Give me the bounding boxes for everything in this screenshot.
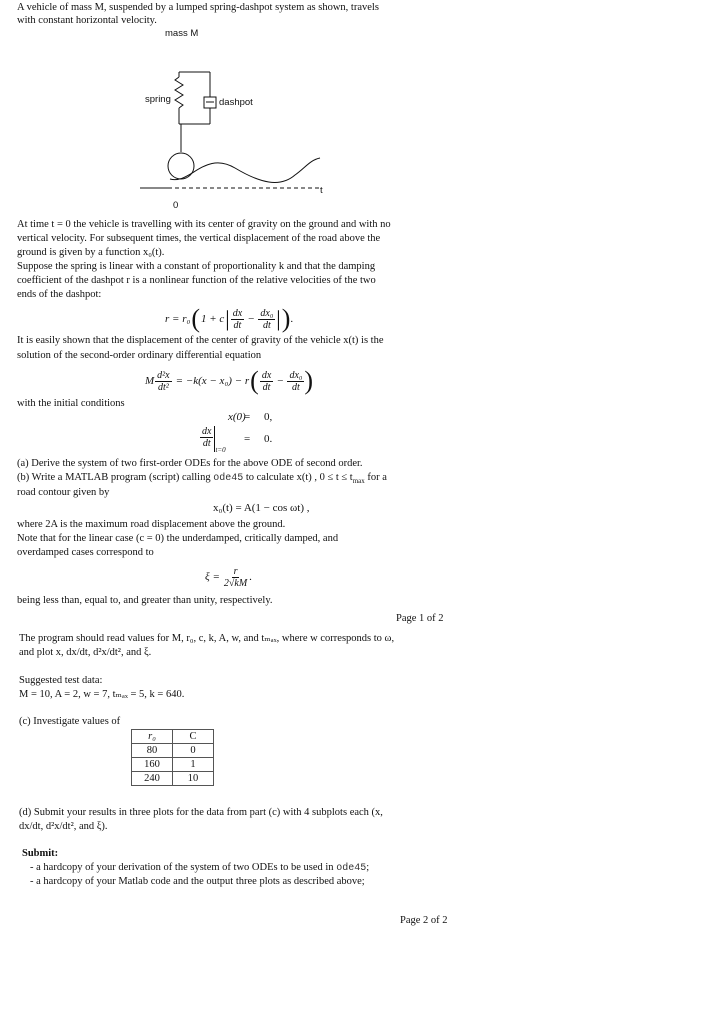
ic-derivative: $\frac{dx}{dt}$ t=0 [202,426,226,454]
road-equation: x₀(t) = A(1 − cos ωt) , [213,502,310,514]
para1-line: ground is given by a function x₀(t). [17,247,165,258]
para3-line: overdamped cases correspond to [17,547,154,558]
intro-line-1: A vehicle of mass M, suspended by a lumped spring-dashpot system as shown, travels [17,2,379,13]
para3-line: Note that for the linear case (c = 0) the underdamped, critically damped, and [17,533,339,544]
para1-line: ends of the dashpot: [17,289,102,300]
para2-line: It is easily shown that the displacement of the center of gravity of the vehicle x(t) is the [17,335,384,346]
ic-x0-lhs: x(0) [228,411,246,423]
table-header-r0: r₀ [132,730,173,744]
table-cell: 0 [173,744,214,758]
para1-line: At time t = 0 the vehicle is travelling with its center of gravity on the ground and with no [17,219,391,230]
part-b-line-1: (b) Write a MATLAB program (script) calling ode45 to calculate x(t) , $0 \le t \le t_{max}$ for a [17,472,387,486]
mass-label: mass M [165,28,199,39]
page2-line-2: and plot x, dx/dt, d²x/dt², and ξ. [19,647,152,658]
table-cell: 160 [132,758,173,772]
test-data-values: M = 10, A = 2, w = 7, tₘₐₓ = 5, k = 640. [19,689,185,700]
part-a: (a) Derive the system of two first-order ODEs for the above ODE of second order. [17,458,363,469]
test-data-header: Suggested test data: [19,675,103,686]
page-number-1: Page 1 of 2 [396,613,444,624]
para2-line: solution of the second-order ordinary differential equation [17,350,262,361]
submit-item-2: - a hardcopy of your Matlab code and the output three plots as described above; [30,876,365,887]
submit-header: Submit: [22,848,59,859]
ic-intro: with the initial conditions [17,398,125,409]
para1-line: vertical velocity. For subsequent times, the vertical displacement of the road above the [17,233,381,244]
intro-line-2: with constant horizontal velocity. [17,15,157,26]
table-cell: 10 [173,772,214,786]
ic-zero-1: 0, [264,411,273,423]
part-c: (c) Investigate values of [19,716,121,727]
spring-label: spring [145,94,171,105]
ic-eq-1: = [244,411,251,423]
ic-eq-2: = [244,433,251,445]
table-header-row [132,730,214,744]
page2-line-1: The program should read values for M, r₀, c, k, A, w, and tₘₐₓ, where w corresponds to ω, [19,633,395,644]
ic-zero-2: 0. [264,433,273,445]
ode-equation: M $\frac{\text{d²x}}{\text{dt²}}$ = −k(x − x₀) − r ( $\frac{dx}{dt}$ − $\frac{\text{dx₀}}{dt}$ ) [145,366,314,395]
investigation-table [131,729,214,786]
para1-line: coefficient of the dashpot r is a nonlinear function of the relative velocities of the two [17,275,376,286]
dashpot-label: dashpot [219,97,253,108]
para3-line: where 2A is the maximum road displacement above the ground. [17,519,286,530]
damping-equation: r = r₀ ( 1 + c | $\frac{dx}{dt}$ − $\frac{\text{dx₀}}{dt}$ | ) . [165,304,294,333]
axis-label: t [320,185,323,196]
page-number-2: Page 2 of 2 [400,915,448,926]
table-row [132,744,214,758]
para1-line: Suppose the spring is linear with a constant of proportionality k and that the damping [17,261,376,272]
part-b-line-2: road contour given by [17,487,110,498]
part-d-line-2: dx/dt, d²x/dt², and ξ). [19,821,108,832]
table-cell: 240 [132,772,173,786]
part-d-line-1: (d) Submit your results in three plots for the data from part (c) with 4 subplots each (x, [19,807,383,818]
xi-equation: ξ = $\frac{r}{2√kM}$ . [205,565,252,589]
spring-icon [175,77,183,108]
table-header-c: C [173,730,214,744]
submit-item-1: - a hardcopy of your derivation of the system of two ODEs to be used in ode45; [30,862,370,874]
table-row [132,758,214,772]
table-row [132,772,214,786]
para4: being less than, equal to, and greater than unity, respectively. [17,595,273,606]
table-cell: 80 [132,744,173,758]
table-cell: 1 [173,758,214,772]
road-curve [170,158,320,182]
origin-label: 0 [173,200,179,211]
wheel-icon [168,153,194,179]
vehicle-diagram [130,40,330,200]
